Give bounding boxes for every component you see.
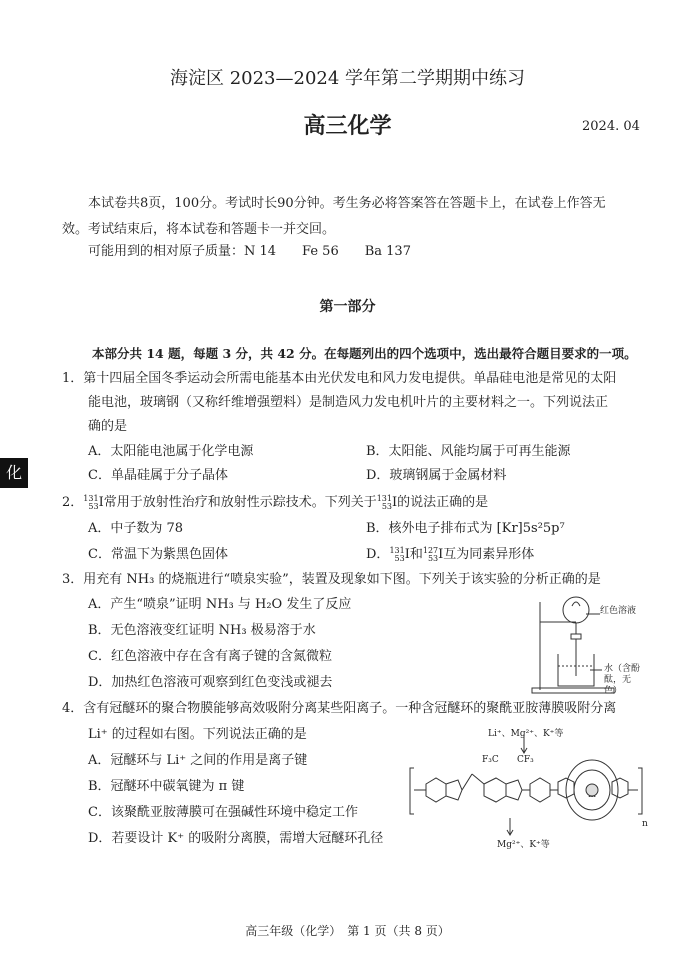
q3-option-b: B．无色溶液变红证明 NH₃ 极易溶于水 (88, 623, 316, 638)
q4-stem-line1: 4．含有冠醚环的聚合物膜能够高效吸附分离某些阳离子。一种含冠醚环的聚酰亚胺薄膜吸附分离 (62, 701, 617, 716)
q1-stem-line2: 能电池，玻璃钢（又称纤维增强塑料）是制造风力发电机叶片的主要材料之一。下列说法正 (88, 395, 609, 410)
atomic-mass-line: 可能用到的相对原子质量：N 14 Fe 56 Ba 137 (88, 244, 411, 259)
subject-title: 高三化学 (303, 113, 392, 139)
fig-output-ions: Mg²⁺、K⁺等 (497, 840, 550, 850)
fig-input-ions: Li⁺、Mg²⁺、K⁺等 (488, 729, 564, 739)
exam-date: 2024. 04 (582, 119, 640, 134)
q4-option-c: C．该聚酰亚胺薄膜可在强碱性环境中稳定工作 (88, 805, 358, 820)
q2-option-a: A．中子数为 78 (88, 521, 184, 536)
q3-option-a: A．产生“喷泉”证明 NH₃ 与 H₂O 发生了反应 (88, 597, 352, 612)
q2-stem: 2． 131 53 I常用于放射性治疗和放射性示踪技术。下列关于 131 53 I的说法正确的是 (62, 493, 489, 511)
fig-cf3-left: F₃C (482, 755, 499, 765)
part-instruction: 本部分共 14 题，每题 3 分，共 42 分。在每题列出的四个选项中，选出最符合题目要求的一项。 (92, 346, 637, 361)
q3-stem: 3．用充有 NH₃ 的烧瓶进行“喷泉实验”，装置及现象如下图。下列关于该实验的分析正确的是 (62, 572, 601, 587)
q1-option-b: B．太阳能、风能均属于可再生能源 (366, 444, 571, 459)
polyimide-crown-ether-figure (406, 734, 656, 844)
fig-repeat-n: n (642, 819, 648, 829)
q4-stem-line2: Li⁺ 的过程如右图。下列说法正确的是 (88, 727, 307, 742)
q4-option-d: D．若要设计 K⁺ 的吸附分离膜，需增大冠醚环孔径 (88, 831, 384, 846)
subject-side-tab: 化 (0, 458, 28, 488)
fig-label-red-solution: 红色溶液 (600, 606, 637, 616)
part-title: 第一部分 (319, 299, 376, 315)
q2-isotope-notation: 131 53 (83, 493, 99, 511)
page-footer: 高三年级（化学） 第 1 页（共 8 页） (245, 924, 450, 938)
instruction-line-2: 效。考试结束后，将本试卷和答题卡一并交回。 (62, 222, 336, 237)
q1-stem-line3: 确的是 (88, 419, 128, 434)
fig-cf3-right: CF₃ (517, 755, 534, 765)
q4-option-b: B．冠醚环中碳氧键为 π 键 (88, 779, 245, 794)
instruction-line-1: 本试卷共8页，100分。考试时长90分钟。考生务必将答案答在答题卡上，在试卷上作答无 (88, 196, 606, 211)
q3-option-d: D．加热红色溶液可观察到红色变浅或褪去 (88, 675, 333, 690)
q1-option-c: C．单晶硅属于分子晶体 (88, 468, 228, 483)
q1-stem-line1: 1．第十四届全国冬季运动会所需电能基本由光伏发电和风力发电提供。单晶硅电池是常见的太阳 (62, 371, 617, 386)
q4-option-a: A．冠醚环与 Li⁺ 之间的作用是离子键 (88, 753, 308, 768)
q2-option-b: B．核外电子排布式为 [Kr]5s²5p⁷ (366, 521, 565, 536)
q2-option-d: D． 131 53 I和 127 53 I互为同素异形体 (366, 545, 535, 563)
fig-label-water-phenolphthalein: 水（含酚酞，无色） (604, 664, 641, 696)
q3-option-c: C．红色溶液中存在含有离子键的含氮微粒 (88, 649, 332, 664)
q1-option-d: D．玻璃钢属于金属材料 (366, 468, 507, 483)
exam-title: 海淀区 2023—2024 学年第二学期期中练习 (169, 68, 526, 89)
q2-option-c: C．常温下为紫黑色固体 (88, 547, 228, 562)
q1-option-a: A．太阳能电池属于化学电源 (88, 444, 254, 459)
